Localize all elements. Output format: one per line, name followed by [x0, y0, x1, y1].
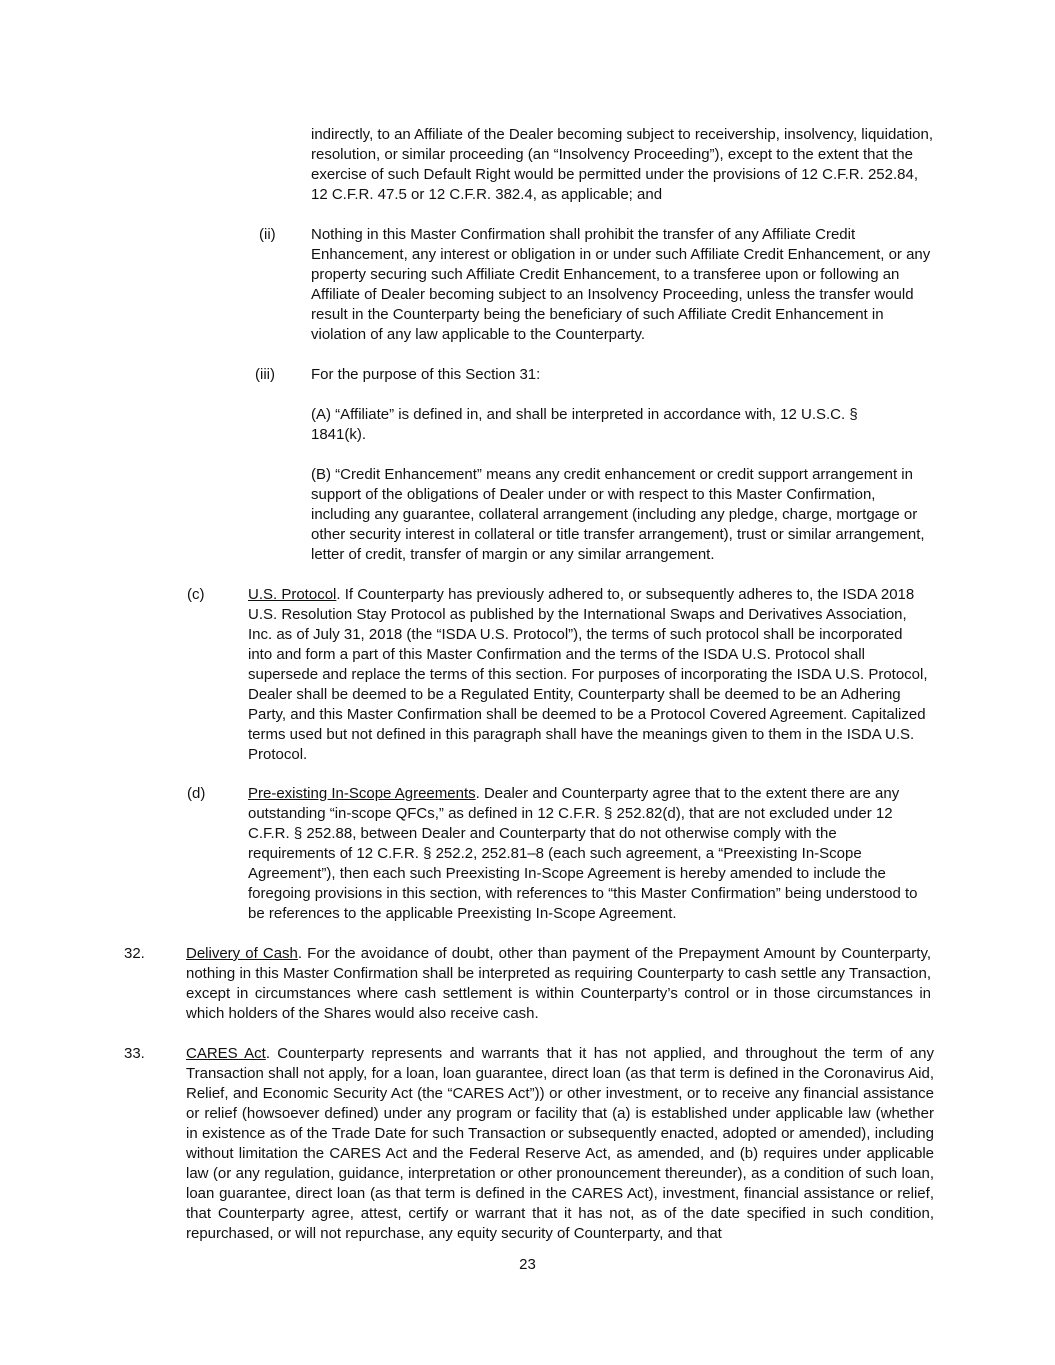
section-32-number: 32.	[124, 945, 145, 962]
item-d-heading: Pre-existing In-Scope Agreements	[248, 785, 476, 802]
section-32-heading: Delivery of Cash	[186, 945, 298, 962]
item-c-text: . If Counterparty has previously adhered to, or subsequently adheres to, the ISDA 2018 U.S. Resolution Stay Protocol as published by the International Swaps and Derivatives Association, Inc. as of July 31, 2018 (the “ISDA U.S. Protocol”), the terms of such protocol shall be incorporated into and form a part of this Master Confirmation and the terms of the ISDA U.S. Protocol shall supersede and replace the terms of this section. For purposes of incorporating the ISDA U.S. Protocol, Dealer shall be deemed to be a Regulated Entity, Counterparty shall be deemed to be an Adhering Party, and this Master Confirmation shall be deemed to be a Protocol Covered Agreement. Capitalized terms used but not defined in this paragraph shall have the meanings given to them in the ISDA U.S. Protocol.	[248, 586, 928, 763]
item-d-text: . Dealer and Counterparty agree that to the extent there are any outstanding “in-scope QFCs,” as defined in 12 C.F.R. § 252.82(d), that are not excluded under 12 C.F.R. § 252.88, between Dealer and Counterparty that do not otherwise comply with the requirements of 12 C.F.R. § 252.2, 252.81–8 (each such agreement, a “Preexisting In-Scope Agreement”), then each such Preexisting In-Scope Agreement is hereby amended to include the foregoing provisions in this section, with references to “this Master Confirmation” being understood to be references to the applicable Preexisting In-Scope Agreement.	[248, 785, 918, 922]
section-32-text: . For the avoidance of doubt, other than payment of the Prepayment Amount by Counterparty, nothing in this Master Confirmation shall be interpreted as requiring Counterparty to cash settle any Transaction, except in circumstances where cash settlement is within Counterparty’s control or in those circumstances in which holders of the Shares would also receive cash.	[186, 945, 931, 1022]
item-d-number: (d)	[187, 785, 206, 802]
section-33-heading: CARES Act	[186, 1045, 266, 1062]
item-iii-sub-b-text: (B) “Credit Enhancement” means any credit enhancement or credit support arrangement in support of the obligations of Dealer under or with respect to this Master Confirmation, including any guarantee, collateral arrangement (including any pledge, charge, mortgage or other security interest in collateral or title transfer arrangement), trust or similar arrangement, letter of credit, transfer of margin or any similar arrangement.	[311, 466, 925, 563]
item-c-heading: U.S. Protocol	[248, 586, 337, 603]
item-iii-sub-a	[311, 405, 916, 445]
item-c	[248, 585, 928, 765]
item-ii	[311, 225, 933, 345]
section-33-text: . Counterparty represents and warrants that it has not applied, and throughout the term of any Transaction shall not apply, for a loan, loan guarantee, direct loan (as that term is defined in the Coronavirus Aid, Relief, and Economic Security Act (the “CARES Act”)) or other investment, or to receive any financial assistance or relief (howsoever defined) under any program or facility that (a) is established under applicable law (whether in existence as of the Trade Date for such Transaction or subsequently enacted, adopted or amended), including without limitation the CARES Act and the Federal Reserve Act, as amended, and (b) requires under applicable law (or any regulation, guidance, interpretation or other pronouncement thereunder), as a condition of such loan, loan guarantee, direct loan (as that term is defined in the CARES Act), investment, financial assistance or relief, that Counterparty agree, attest, certify or warrant that it has not, as of the date specified in such condition, repurchased, or will not repurchase, any equity security of Counterparty, and that	[186, 1045, 934, 1242]
item-d	[248, 784, 928, 924]
item-c-number: (c)	[187, 586, 205, 603]
continuation-paragraph	[311, 125, 933, 205]
page-number: 23	[519, 1256, 536, 1273]
item-iii-text: For the purpose of this Section 31:	[311, 366, 541, 383]
item-iii	[311, 365, 933, 385]
item-ii-number: (ii)	[259, 226, 276, 243]
item-iii-sub-a-text: (A) “Affiliate” is defined in, and shall be interpreted in accordance with, 12 U.S.C. § 1841(k).	[311, 406, 858, 443]
item-iii-sub-b	[311, 465, 936, 565]
section-32	[186, 944, 931, 1024]
section-33	[186, 1044, 934, 1244]
continuation-text: indirectly, to an Affiliate of the Dealer becoming subject to receivership, insolvency, liquidation, resolution, or similar proceeding (an “Insolvency Proceeding”), except to the extent that the exercise of such Default Right would be permitted under the provisions of 12 C.F.R. 252.84, 12 C.F.R. 47.5 or 12 C.F.R. 382.4, as applicable; and	[311, 126, 934, 203]
section-33-number: 33.	[124, 1045, 145, 1062]
item-ii-text: Nothing in this Master Confirmation shall prohibit the transfer of any Affiliate Credit Enhancement, any interest or obligation in or under such Affiliate Credit Enhancement, or any property securing such Affiliate Credit Enhancement, to a transferee upon or following an Affiliate of Dealer becoming subject to an Insolvency Proceeding, unless the transfer would result in the Counterparty being the beneficiary of such Affiliate Credit Enhancement in violation of any law applicable to the Counterparty.	[311, 226, 931, 343]
item-iii-number: (iii)	[255, 366, 275, 383]
